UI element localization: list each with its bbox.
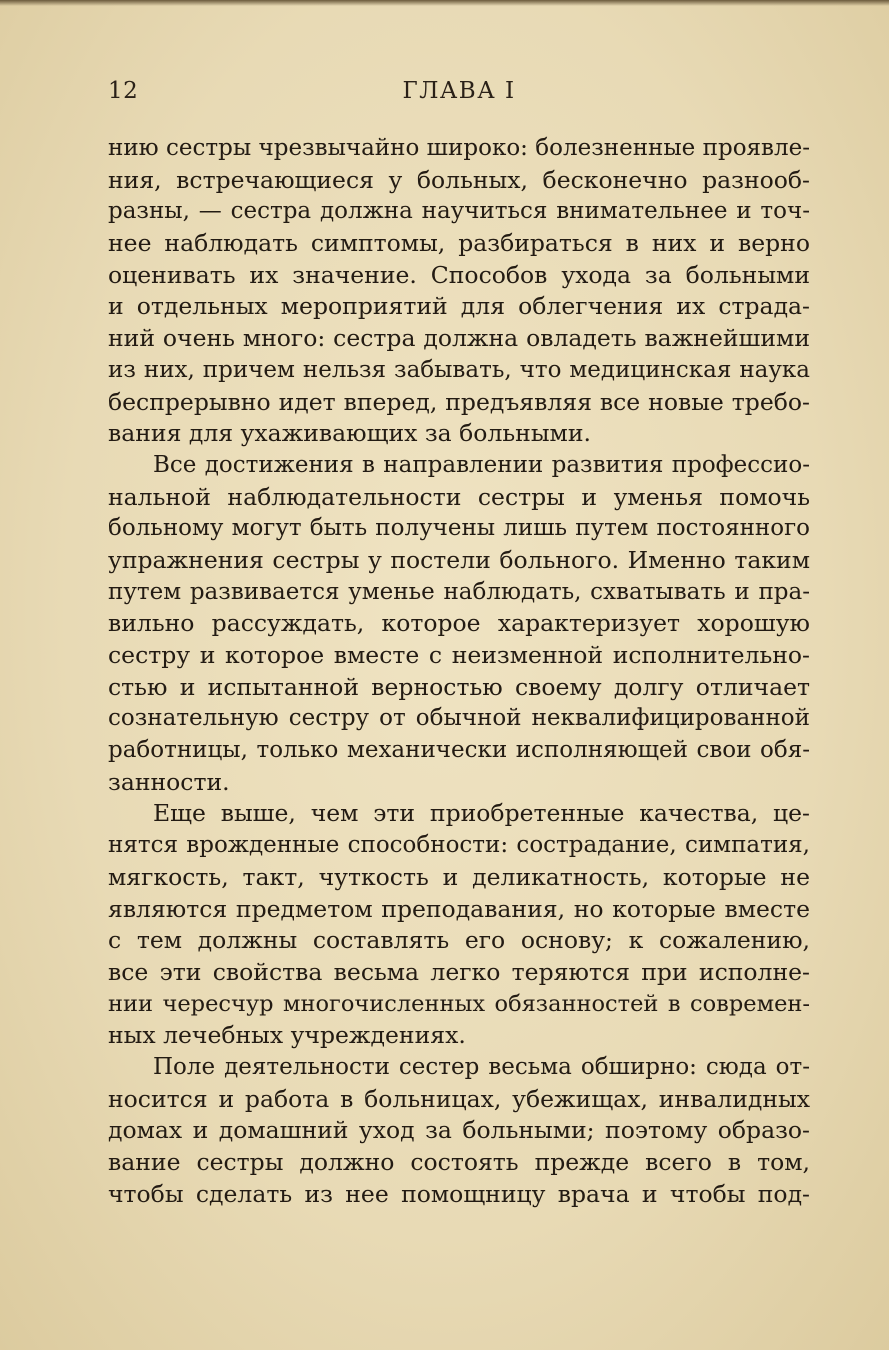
text-line: Еще выше, чем эти приобретенные качества, це- [153,799,810,828]
paragraph [108,450,810,799]
text-line: вильно рассуждать, которое характеризует хорошую [108,609,810,638]
text-line: домах и домашний уход за больными; поэтому образо- [108,1116,810,1145]
text-line: беспрерывно идет вперед, предъявляя все новые требо- [108,387,810,416]
paragraph [108,1052,810,1210]
text-line: сознательную сестру от обычной неквалифицированной [108,705,810,732]
text-line: разны, — сестра должна научиться внимательнее и точ- [108,198,810,225]
text-line: занности. [108,767,230,796]
text-line: работницы, только механически исполняющей свои обя- [108,737,810,764]
text-line: являются предметом преподавания, но которые вместе [108,894,810,923]
text-line: больному могут быть получены лишь путем постоянного [108,515,810,542]
text-line: нию сестры чрезвычайно широко: болезненные проявле- [108,135,810,161]
text-line: мягкость, такт, чуткость и деликатность, которые не [108,862,810,891]
text-line: из них, причем нельзя забывать, что медицинская наука [108,356,810,383]
text-line: нии чересчур многочисленных обязанностей в современ- [108,990,810,1017]
text-line: сестру и которое вместе с неизменной исполнительно- [108,641,810,669]
text-line: вание сестры должно состоять прежде всего в том, [108,1148,810,1176]
text-line: нее наблюдать симптомы, разбираться в них и верно [108,229,810,258]
text-line: ния, встречающиеся у больных, бесконечно разнооб- [108,165,810,194]
text-line: упражнения сестры у постели больного. Именно таким [108,545,810,574]
page-header [108,78,810,114]
text-line: чтобы сделать из нее помощницу врача и чтобы под- [108,1179,810,1208]
paragraph [108,798,810,1052]
page-top-edge [0,0,889,6]
text-line: ний очень много: сестра должна овладеть важнейшими [108,324,810,353]
running-head: ГЛАВА I [402,78,516,104]
page-number: 12 [108,78,139,104]
text-line: носится и работа в больницах, убежищах, инвалидных [108,1084,810,1113]
text-line: стью и испытанной верностью своему долгу отличает [108,672,810,701]
text-line: нятся врожденные способности: сострадание, симпатия, [108,832,810,859]
text-line: вания для ухаживающих за больными. [108,419,591,448]
text-line: все эти свойства весьма легко теряются при исполне- [108,957,810,986]
text-line: с тем должны составлять его основу; к сожалению, [108,926,810,955]
text-line: Поле деятельности сестер весьма обширно: сюда от- [153,1053,810,1080]
body-text [108,133,810,1210]
text-line: оценивать их значение. Способов ухода за больными [108,260,810,289]
text-line: ных лечебных учреждениях. [108,1021,466,1050]
text-line: нальной наблюдательности сестры и уменья помочь [108,482,810,511]
text-line: путем развивается уменье наблюдать, схватывать и пра- [108,578,810,605]
text-line: и отдельных мероприятий для облегчения их страда- [108,292,810,321]
paragraph [108,133,810,450]
text-line: Все достижения в направлении развития профессио- [153,451,810,478]
